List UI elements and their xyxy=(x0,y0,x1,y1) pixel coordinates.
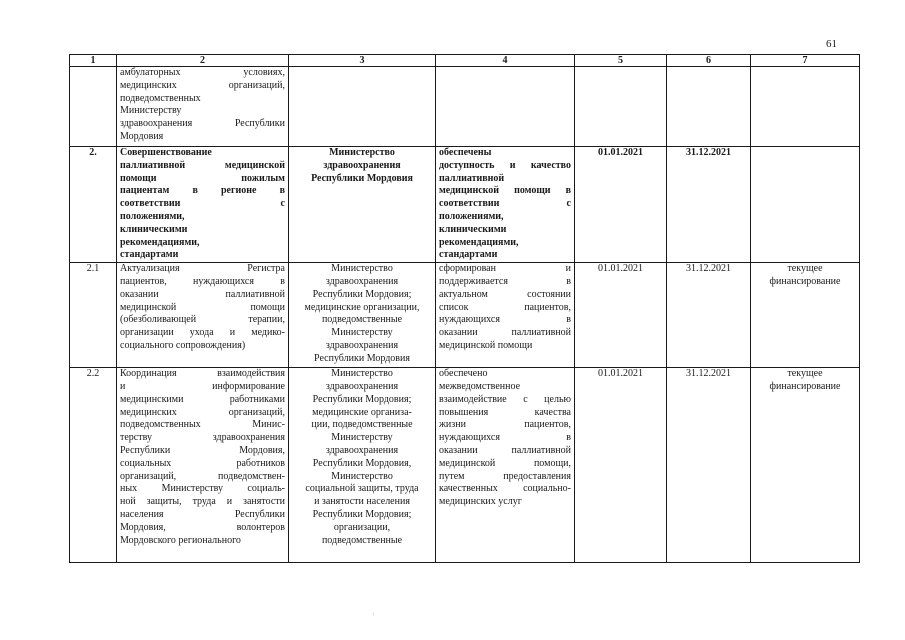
responsible-cell xyxy=(289,67,436,147)
cell-line: медицинских организаций, xyxy=(120,79,285,91)
cell-line: Мордовского регионального xyxy=(120,534,241,546)
cell-line: текущее xyxy=(787,263,823,275)
table-row xyxy=(70,263,860,368)
result-cell xyxy=(436,263,575,368)
header-cell: 4 xyxy=(436,55,575,67)
scan-mark: · xyxy=(372,610,375,619)
cell-line: организации, xyxy=(333,521,391,533)
cell-line: стандартами xyxy=(439,249,498,261)
header-cell: 2 xyxy=(117,55,289,67)
cell-line: жизни пациентов, xyxy=(439,419,571,431)
cell-line: доступность и качество xyxy=(439,159,571,171)
cell-line: Министерство xyxy=(331,368,393,380)
cell-line: пациентов, нуждающихся в xyxy=(120,275,285,287)
cell-line: Республики Мордовия, xyxy=(120,444,285,456)
cell-line: здравоохранения xyxy=(323,159,401,171)
cell-line: медицинские организации, xyxy=(304,301,420,313)
cell-line: оказании паллиативной xyxy=(439,327,571,339)
cell-line: текущее xyxy=(787,368,823,380)
cell-line: паллиативной xyxy=(439,172,505,184)
cell-line: взаимодействие с целью xyxy=(439,393,571,405)
cell-line: оказании паллиативной xyxy=(439,444,571,456)
cell-line: медицинских организаций, xyxy=(120,406,285,418)
start-date-cell: 01.01.2021 xyxy=(575,263,667,368)
cell-line: медицинские организа- xyxy=(312,406,412,418)
cell-line: медицинских услуг xyxy=(439,496,522,508)
activity-cell xyxy=(117,147,289,263)
result-cell xyxy=(436,67,575,147)
cell-line: медицинской помощи в xyxy=(439,185,571,197)
start-date-cell: 01.01.2021 xyxy=(575,368,667,563)
cell-line: список пациентов, xyxy=(439,301,571,313)
cell-line: здравоохранения xyxy=(325,275,399,287)
responsible-cell xyxy=(289,147,436,263)
cell-line: Совершенствование xyxy=(120,147,212,158)
cell-line: подведомственные xyxy=(321,314,403,326)
header-cell: 3 xyxy=(289,55,436,67)
header-cell: 7 xyxy=(751,55,860,67)
plan-table xyxy=(69,54,860,563)
cell-line: Министерство xyxy=(331,263,393,275)
cell-line: здравоохранения Республики xyxy=(120,118,285,130)
cell-line: паллиативной медицинской xyxy=(120,159,285,171)
funding-cell xyxy=(751,147,860,263)
cell-line: Министерству xyxy=(331,327,393,339)
funding-cell xyxy=(751,368,860,563)
responsible-cell xyxy=(289,368,436,563)
end-date-cell xyxy=(667,67,751,147)
cell-line: рекомендациями, xyxy=(439,236,519,248)
cell-line: Актуализация Регистра xyxy=(120,263,285,275)
cell-line: Республики Мордовия xyxy=(314,352,410,364)
cell-line: Министерству xyxy=(120,105,182,117)
cell-line: медицинскими работниками xyxy=(120,393,285,405)
cell-line: социальных работников xyxy=(120,457,285,469)
cell-line: оказании паллиативной xyxy=(120,288,285,300)
cell-line: финансирование xyxy=(769,275,841,287)
activity-cell xyxy=(117,67,289,147)
cell-line: медицинской помощи xyxy=(120,301,285,313)
cell-line: актуальном состоянии xyxy=(439,288,571,300)
table-row xyxy=(70,67,860,147)
cell-line: межведомственное xyxy=(439,380,521,392)
cell-line: повышения качества xyxy=(439,406,571,418)
cell-line: Министерству xyxy=(331,432,393,444)
cell-line: здравоохранения xyxy=(325,380,399,392)
cell-line: обеспечено xyxy=(439,368,488,380)
cell-line: качественных социально- xyxy=(439,483,571,495)
cell-line: социальной защиты, труда xyxy=(305,483,419,495)
cell-line: социального сопровождения) xyxy=(120,339,246,351)
cell-line: медицинской помощи xyxy=(439,339,533,351)
cell-line: путем предоставления xyxy=(439,470,571,482)
cell-line: нуждающихся в xyxy=(439,314,571,326)
cell-line: ных Министерству социаль- xyxy=(120,483,285,495)
cell-line: положениями, xyxy=(120,210,185,222)
cell-line: и информирование xyxy=(120,380,285,392)
result-cell xyxy=(436,147,575,263)
cell-line: рекомендациями, xyxy=(120,236,200,248)
funding-cell xyxy=(751,263,860,368)
cell-line: ции, подведомственные xyxy=(311,419,413,431)
row-number: 2.1 xyxy=(70,263,117,368)
header-row xyxy=(70,55,860,67)
cell-line: Республики Мордовия; xyxy=(312,393,412,405)
header-cell: 5 xyxy=(575,55,667,67)
row-number: 2. xyxy=(70,147,117,263)
cell-line: населения Республики xyxy=(120,508,285,520)
start-date-cell: 01.01.2021 xyxy=(575,147,667,263)
cell-line: Министерство xyxy=(329,147,395,158)
cell-line: Мордовия, волонтеров xyxy=(120,521,285,533)
funding-cell xyxy=(751,67,860,147)
cell-line: сформирован и xyxy=(439,263,571,275)
activity-cell xyxy=(117,368,289,563)
cell-line: соответствии с xyxy=(439,198,571,210)
cell-line: терству здравоохранения xyxy=(120,432,285,444)
cell-line: организации ухода и медико- xyxy=(120,327,285,339)
cell-line: подведомственных Минис- xyxy=(120,419,285,431)
table-row xyxy=(70,147,860,263)
cell-line: здравоохранения xyxy=(325,444,399,456)
cell-line: Координация взаимодействия xyxy=(120,368,285,380)
cell-line: Министерство xyxy=(331,470,393,482)
cell-line: Республики Мордовия, xyxy=(312,457,412,469)
cell-line: клиническими xyxy=(120,223,188,235)
cell-line: обеспечены xyxy=(439,147,492,158)
end-date-cell: 31.12.2021 xyxy=(667,147,751,263)
header-cell: 6 xyxy=(667,55,751,67)
page-number: 61 xyxy=(826,38,837,50)
cell-line: стандартами xyxy=(120,249,179,261)
cell-line: (обезболивающей терапии, xyxy=(120,314,285,326)
activity-cell xyxy=(117,263,289,368)
table-row xyxy=(70,368,860,563)
cell-line: ной защиты, труда и занятости xyxy=(120,496,285,508)
cell-line: нуждающихся в xyxy=(439,432,571,444)
cell-line: Республики Мордовия xyxy=(311,172,413,184)
end-date-cell: 31.12.2021 xyxy=(667,368,751,563)
cell-line: амбулаторных условиях, xyxy=(120,67,285,78)
end-date-cell: 31.12.2021 xyxy=(667,263,751,368)
cell-line: организаций, подведомствен- xyxy=(120,470,285,482)
cell-line: поддерживается в xyxy=(439,275,571,287)
row-number xyxy=(70,67,117,147)
header-cell: 1 xyxy=(70,55,117,67)
cell-line: соответствии с xyxy=(120,198,285,210)
start-date-cell xyxy=(575,67,667,147)
result-cell xyxy=(436,368,575,563)
cell-line: помощи пожилым xyxy=(120,172,285,184)
responsible-cell xyxy=(289,263,436,368)
cell-line: клиническими xyxy=(439,223,507,235)
cell-line: пациентам в регионе в xyxy=(120,185,285,197)
row-number: 2.2 xyxy=(70,368,117,563)
cell-line: Республики Мордовия; xyxy=(312,508,412,520)
cell-line: финансирование xyxy=(769,380,841,392)
cell-line: положениями, xyxy=(439,210,504,222)
cell-line: Республики Мордовия; xyxy=(312,288,412,300)
cell-line: здравоохранения xyxy=(325,339,399,351)
cell-line: подведомственных xyxy=(120,92,201,104)
cell-line: подведомственные xyxy=(321,534,403,546)
cell-line: и занятости населения xyxy=(314,496,410,508)
cell-line: медицинской помощи, xyxy=(439,457,571,469)
cell-line: Мордовия xyxy=(120,130,164,142)
